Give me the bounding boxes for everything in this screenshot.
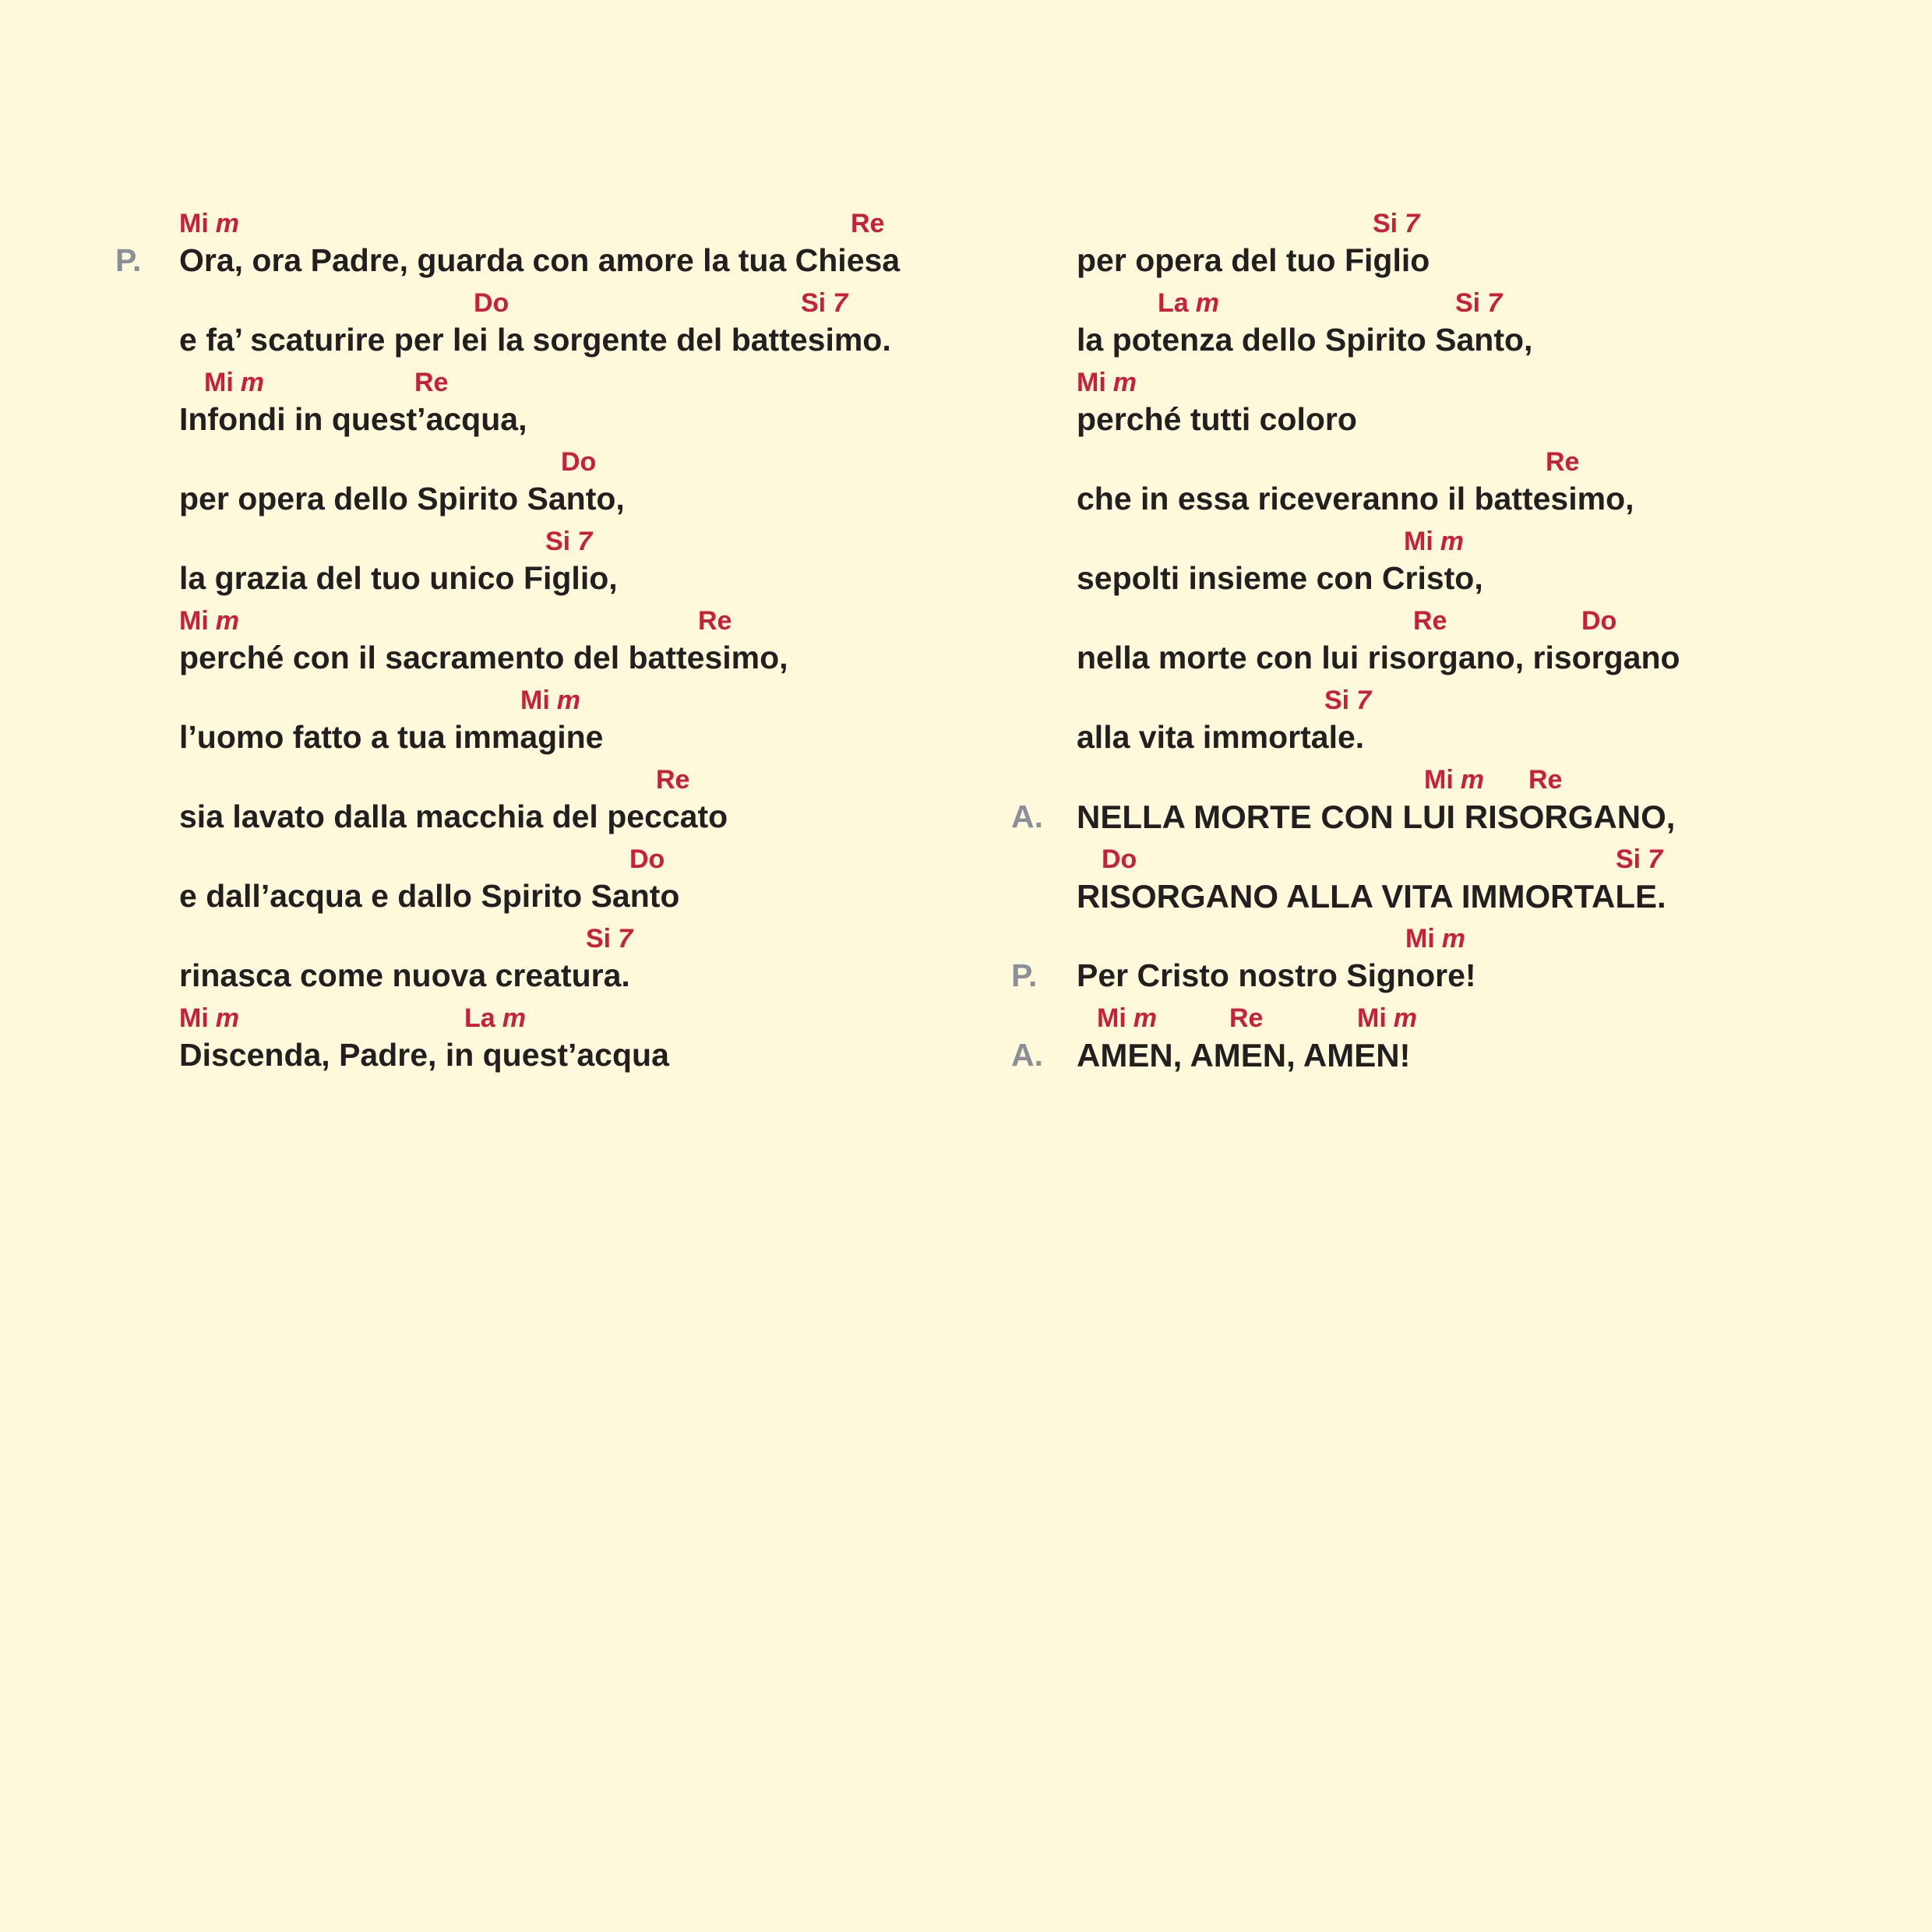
lyric-line: per opera dello Spirito Santo, bbox=[179, 481, 625, 516]
lyric-line-assembly: AMEN, AMEN, AMEN! bbox=[1077, 1037, 1411, 1074]
lyric-line: la potenza dello Spirito Santo, bbox=[1077, 322, 1533, 358]
lyric-line: sia lavato dalla macchia del peccato bbox=[179, 799, 728, 834]
chord: Re bbox=[1413, 606, 1447, 636]
chord: La m bbox=[464, 1003, 526, 1033]
chord: Do bbox=[629, 844, 665, 874]
chord: Si 7 bbox=[545, 527, 593, 556]
chord: Si 7 bbox=[586, 924, 633, 954]
chord: Mi m bbox=[1077, 368, 1137, 397]
lyric-line: sepolti insieme con Cristo, bbox=[1077, 560, 1483, 596]
chord: Si 7 bbox=[1373, 209, 1420, 238]
chord: Re bbox=[1546, 447, 1580, 477]
chord: Do bbox=[561, 447, 597, 477]
role-label-assembly: A. bbox=[1011, 1037, 1043, 1073]
lyric-line: Infondi in quest’acqua, bbox=[179, 401, 527, 437]
lyric-line: rinasca come nuova creatura. bbox=[179, 957, 630, 993]
lyric-line: e fa’ scaturire per lei la sorgente del battesimo. bbox=[179, 322, 891, 358]
lyric-line: Per Cristo nostro Signore! bbox=[1077, 957, 1476, 993]
lyric-line-assembly: NELLA MORTE CON LUI RISORGANO, bbox=[1077, 799, 1676, 835]
lyric-line: per opera del tuo Figlio bbox=[1077, 242, 1430, 278]
lyric-line: la grazia del tuo unico Figlio, bbox=[179, 560, 618, 596]
lyric-line: alla vita immortale. bbox=[1077, 719, 1365, 755]
lyric-line-assembly: RISORGANO ALLA VITA IMMORTALE. bbox=[1077, 878, 1666, 915]
chord: Si 7 bbox=[1324, 686, 1372, 715]
lyric-line: Discenda, Padre, in quest’acqua bbox=[179, 1037, 669, 1073]
chord: Si 7 bbox=[1616, 844, 1663, 874]
role-label-priest: P. bbox=[115, 242, 142, 278]
chord: Re bbox=[851, 209, 885, 238]
chord: Re bbox=[1528, 765, 1563, 795]
chord: Do bbox=[1102, 844, 1137, 874]
chord: Mi m bbox=[1097, 1003, 1158, 1033]
lyric-line: nella morte con lui risorgano, risorgano bbox=[1077, 640, 1680, 675]
chord: Mi m bbox=[179, 606, 240, 636]
chord: Mi m bbox=[1357, 1003, 1418, 1033]
lyric-line: perché con il sacramento del battesimo, bbox=[179, 640, 788, 675]
chord: Do bbox=[474, 288, 509, 318]
lyric-line: e dall’acqua e dallo Spirito Santo bbox=[179, 878, 680, 914]
chord: Mi m bbox=[1424, 765, 1485, 795]
chord: Mi m bbox=[179, 1003, 240, 1033]
chord: Re bbox=[414, 368, 449, 397]
lyric-line: Ora, ora Padre, guarda con amore la tua Chiesa bbox=[179, 242, 901, 278]
chord: Re bbox=[698, 606, 732, 636]
role-label-priest: P. bbox=[1011, 957, 1038, 993]
chord: Mi m bbox=[1405, 924, 1466, 954]
chord: Si 7 bbox=[1455, 288, 1503, 318]
chord: Do bbox=[1581, 606, 1617, 636]
lyric-line: l’uomo fatto a tua immagine bbox=[179, 719, 604, 755]
role-label-assembly: A. bbox=[1011, 799, 1043, 834]
chord: Mi m bbox=[1404, 527, 1465, 556]
chord: Si 7 bbox=[801, 288, 848, 318]
lyric-line: perché tutti coloro bbox=[1077, 401, 1357, 437]
chord: Mi m bbox=[179, 209, 240, 238]
chord: Mi m bbox=[520, 686, 581, 715]
chord: Mi m bbox=[204, 368, 265, 397]
lyric-line: che in essa riceveranno il battesimo, bbox=[1077, 481, 1634, 516]
chord: La m bbox=[1158, 288, 1219, 318]
chord: Re bbox=[1229, 1003, 1264, 1033]
chord: Re bbox=[656, 765, 690, 795]
